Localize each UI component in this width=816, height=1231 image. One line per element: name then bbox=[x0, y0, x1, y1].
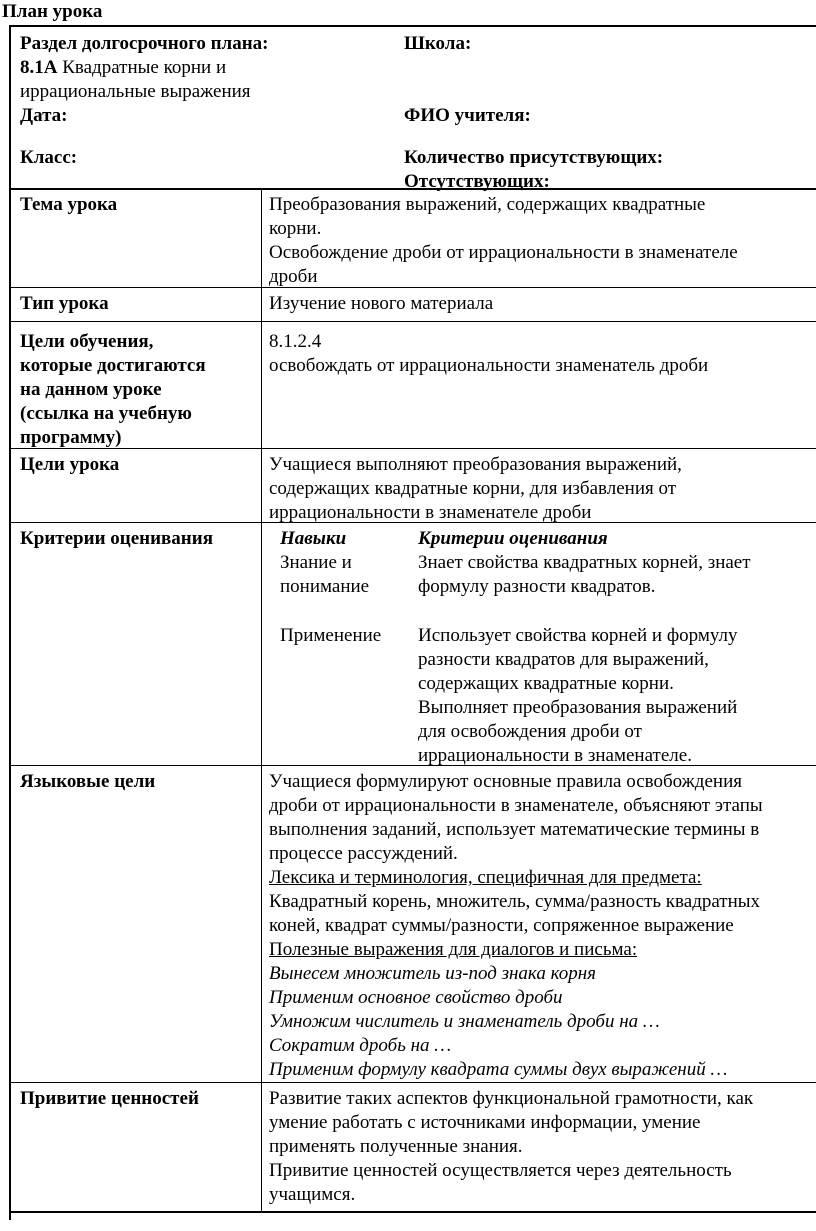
language-intro-line: выполнения заданий, использует математические термины в bbox=[269, 819, 760, 840]
topic-line: Освобождение дроби от иррациональности в знаменателе bbox=[269, 242, 738, 263]
topic-line: Преобразования выражений, содержащих квадратные bbox=[269, 194, 706, 215]
phrase-item: Применим основное свойство дроби bbox=[269, 987, 563, 1008]
phrases-heading: Полезные выражения для диалогов и письма: bbox=[269, 939, 638, 960]
criteria-2-line: содержащих квадратные корни. bbox=[418, 673, 674, 694]
lesson-goals-label: Цели урока bbox=[20, 454, 120, 475]
criteria-label: Критерии оценивания bbox=[20, 528, 213, 549]
section-label: Раздел долгосрочного плана: bbox=[20, 33, 269, 54]
language-intro-line: процессе рассуждений. bbox=[269, 843, 458, 864]
language-intro-line: дроби от иррациональности в знаменателе, объясняют этапы bbox=[269, 795, 763, 816]
phrase-item: Вынесем множитель из-под знака корня bbox=[269, 963, 596, 984]
skill-1: Знание и bbox=[280, 552, 352, 573]
values-line: применять полученные знания. bbox=[269, 1136, 523, 1157]
criteria-2-line: иррациональности в знаменателе. bbox=[418, 745, 692, 766]
skill-1: понимание bbox=[280, 576, 370, 597]
skills-header: Навыки bbox=[280, 528, 347, 549]
criteria-1-line: формулу разности квадратов. bbox=[418, 576, 656, 597]
learning-goals-label: Цели обучения, bbox=[20, 331, 154, 352]
lesson-goals-line: Учащиеся выполняют преобразования выражений, bbox=[269, 454, 682, 475]
lesson-goals-line: иррациональности в знаменателе дроби bbox=[269, 502, 592, 523]
learning-goals-label: которые достигаются bbox=[20, 355, 206, 376]
row-divider bbox=[9, 448, 816, 449]
type-value: Изучение нового материала bbox=[269, 293, 494, 314]
values-line: учащимся. bbox=[269, 1184, 356, 1205]
criteria-header: Критерии оценивания bbox=[418, 528, 608, 549]
criteria-2-line: Выполняет преобразования выражений bbox=[418, 697, 738, 718]
row-divider bbox=[9, 321, 816, 322]
section-text-2: иррациональные выражения bbox=[20, 81, 251, 102]
topic-label: Тема урока bbox=[20, 194, 118, 215]
vocab-line: Квадратный корень, множитель, сумма/разность квадратных bbox=[269, 891, 761, 912]
present-label: Количество присутствующих: bbox=[404, 147, 664, 168]
row-divider bbox=[9, 765, 816, 766]
class-label: Класс: bbox=[20, 147, 78, 168]
language-goals-label: Языковые цели bbox=[20, 771, 156, 792]
section-text: Квадратные корни и bbox=[57, 57, 227, 78]
learning-goals-label: программу) bbox=[20, 427, 122, 448]
topic-line: корни. bbox=[269, 218, 322, 239]
row-divider bbox=[9, 287, 816, 288]
criteria-2-line: разности квадратов для выражений, bbox=[418, 649, 709, 670]
learning-goal-code: 8.1.2.4 bbox=[269, 331, 322, 352]
school-label: Школа: bbox=[404, 33, 472, 54]
row-divider bbox=[9, 1211, 816, 1213]
lesson-goals-line: содержащих квадратные корни, для избавления от bbox=[269, 478, 677, 499]
page-title: План урока bbox=[2, 1, 103, 22]
date-label: Дата: bbox=[20, 105, 68, 126]
values-line: Развитие таких аспектов функциональной грамотности, как bbox=[269, 1088, 754, 1109]
learning-goal-text: освобождать от иррациональности знаменатель дроби bbox=[269, 355, 709, 376]
phrase-item: Сократим дробь на … bbox=[269, 1035, 452, 1056]
phrase-item: Умножим числитель и знаменатель дроби на … bbox=[269, 1011, 660, 1032]
row-divider bbox=[9, 1082, 816, 1083]
learning-goals-label: (ссылка на учебную bbox=[20, 403, 192, 424]
vocab-heading: Лексика и терминология, специфичная для предмета: bbox=[269, 867, 702, 888]
phrase-item: Применим формулу квадрата суммы двух выражений … bbox=[269, 1059, 728, 1080]
values-label: Привитие ценностей bbox=[20, 1088, 199, 1109]
topic-line: дроби bbox=[269, 266, 318, 287]
learning-goals-label: на данном уроке bbox=[20, 379, 162, 400]
values-line: Привитие ценностей осуществляется через деятельность bbox=[269, 1160, 732, 1181]
criteria-1-line: Знает свойства квадратных корней, знает bbox=[418, 552, 751, 573]
section-value bbox=[20, 56, 226, 80]
vocab-line: коней, квадрат суммы/разности, сопряженное выражение bbox=[269, 915, 734, 936]
type-label: Тип урока bbox=[20, 293, 109, 314]
teacher-label: ФИО учителя: bbox=[404, 105, 531, 126]
absent-label: Отсутствующих: bbox=[404, 171, 550, 192]
column-divider bbox=[261, 188, 262, 1212]
skill-2: Применение bbox=[280, 625, 382, 646]
language-intro-line: Учащиеся формулируют основные правила освобождения bbox=[269, 771, 742, 792]
criteria-2-line: Использует свойства корней и формулу bbox=[418, 625, 738, 646]
values-line: умение работать с источниками информации, умение bbox=[269, 1112, 701, 1133]
criteria-2-line: для освобождения дроби от bbox=[418, 721, 642, 742]
section-code: 8.1А bbox=[20, 57, 58, 78]
